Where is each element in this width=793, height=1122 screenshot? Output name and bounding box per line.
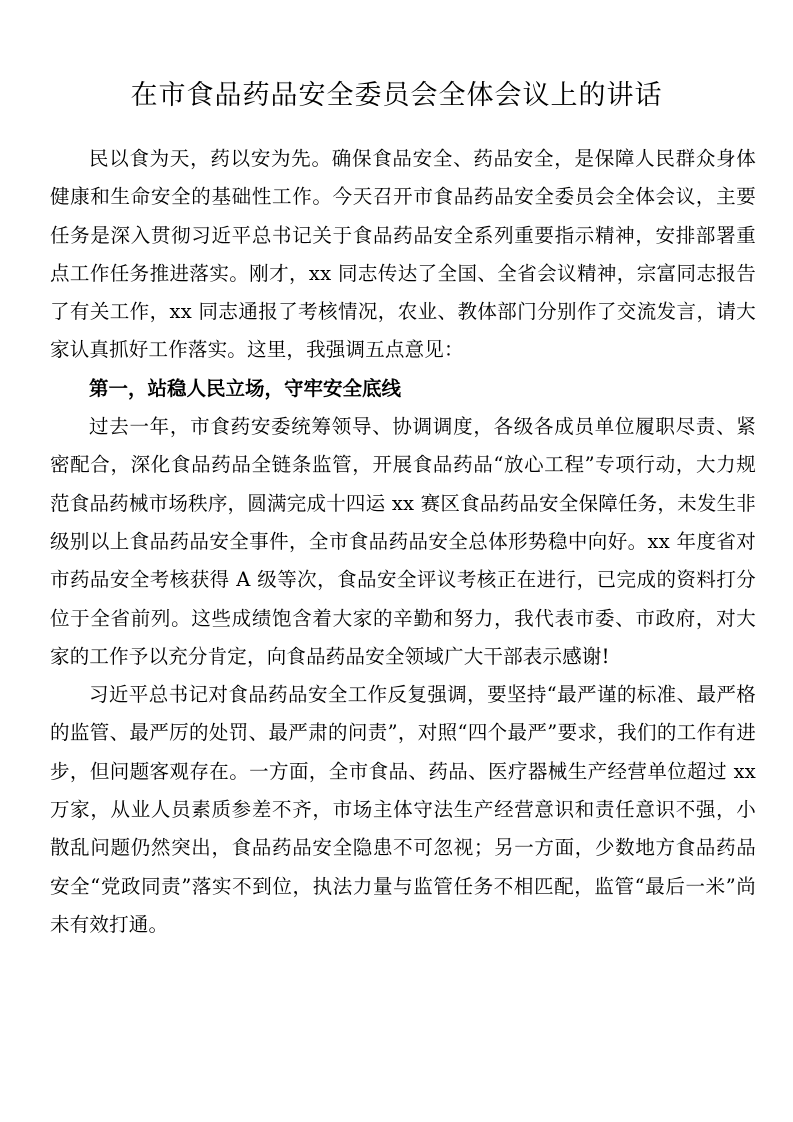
document-title: 在市食品药品安全委员会全体会议上的讲话 xyxy=(130,80,663,111)
section-heading-1: 第一，站稳人民立场，守牢安全底线 xyxy=(89,376,402,400)
section-1-paragraph-1: 过去一年，市食药安委统筹领导、协调调度，各级各成员单位履职尽责、紧密配合，深化食品药品全链条监管，开展食品药品“放心工程”专项行动，大力规范食品药械市场秩序，圆满完成十四运 xx 赛区食品药品安全保障任务，未发生非级别以上食品药品安全事件，全市食品药品安全总体形势稳中向好。xx 年度省对市药品安全考核获得 A 级等次，食品安全评议考核正在进行，已完成的资料打分位于全省前列。这些成绩饱含着大家的辛勤和努力，我代表市委、市政府，对大家的工作予以充分肯定，向食品药品安全领域广大干部表示感谢! xyxy=(50,415,756,668)
document-body xyxy=(50,140,756,944)
section-1-paragraph-2: 习近平总书记对食品药品安全工作反复强调，要坚持“最严谨的标准、最严格的监管、最严厉的处罚、最严肃的问责”，对照“四个最严”要求，我们的工作有进步，但问题客观存在。一方面，全市食品、药品、医疗器械生产经营单位超过 xx 万家，从业人员素质参差不齐，市场主体守法生产经营意识和责任意识不强，小散乱问题仍然突出，食品药品安全隐患不可忽视；另一方面，少数地方食品药品安全“党政同责”落实不到位，执法力量与监管任务不相匹配，监管“最后一米”尚未有效打通。 xyxy=(50,683,756,936)
intro-paragraph: 民以食为天，药以安为先。确保食品安全、药品安全，是保障人民群众身体健康和生命安全的基础性工作。今天召开市食品药品安全委员会全体会议，主要任务是深入贯彻习近平总书记关于食品药品安全系列重要指示精神，安排部署重点工作任务推进落实。刚才，xx 同志传达了全国、全省会议精神，宗富同志报告了有关工作，xx 同志通报了考核情况，农业、教体部门分别作了交流发言，请大家认真抓好工作落实。这里，我强调五点意见： xyxy=(50,147,756,362)
